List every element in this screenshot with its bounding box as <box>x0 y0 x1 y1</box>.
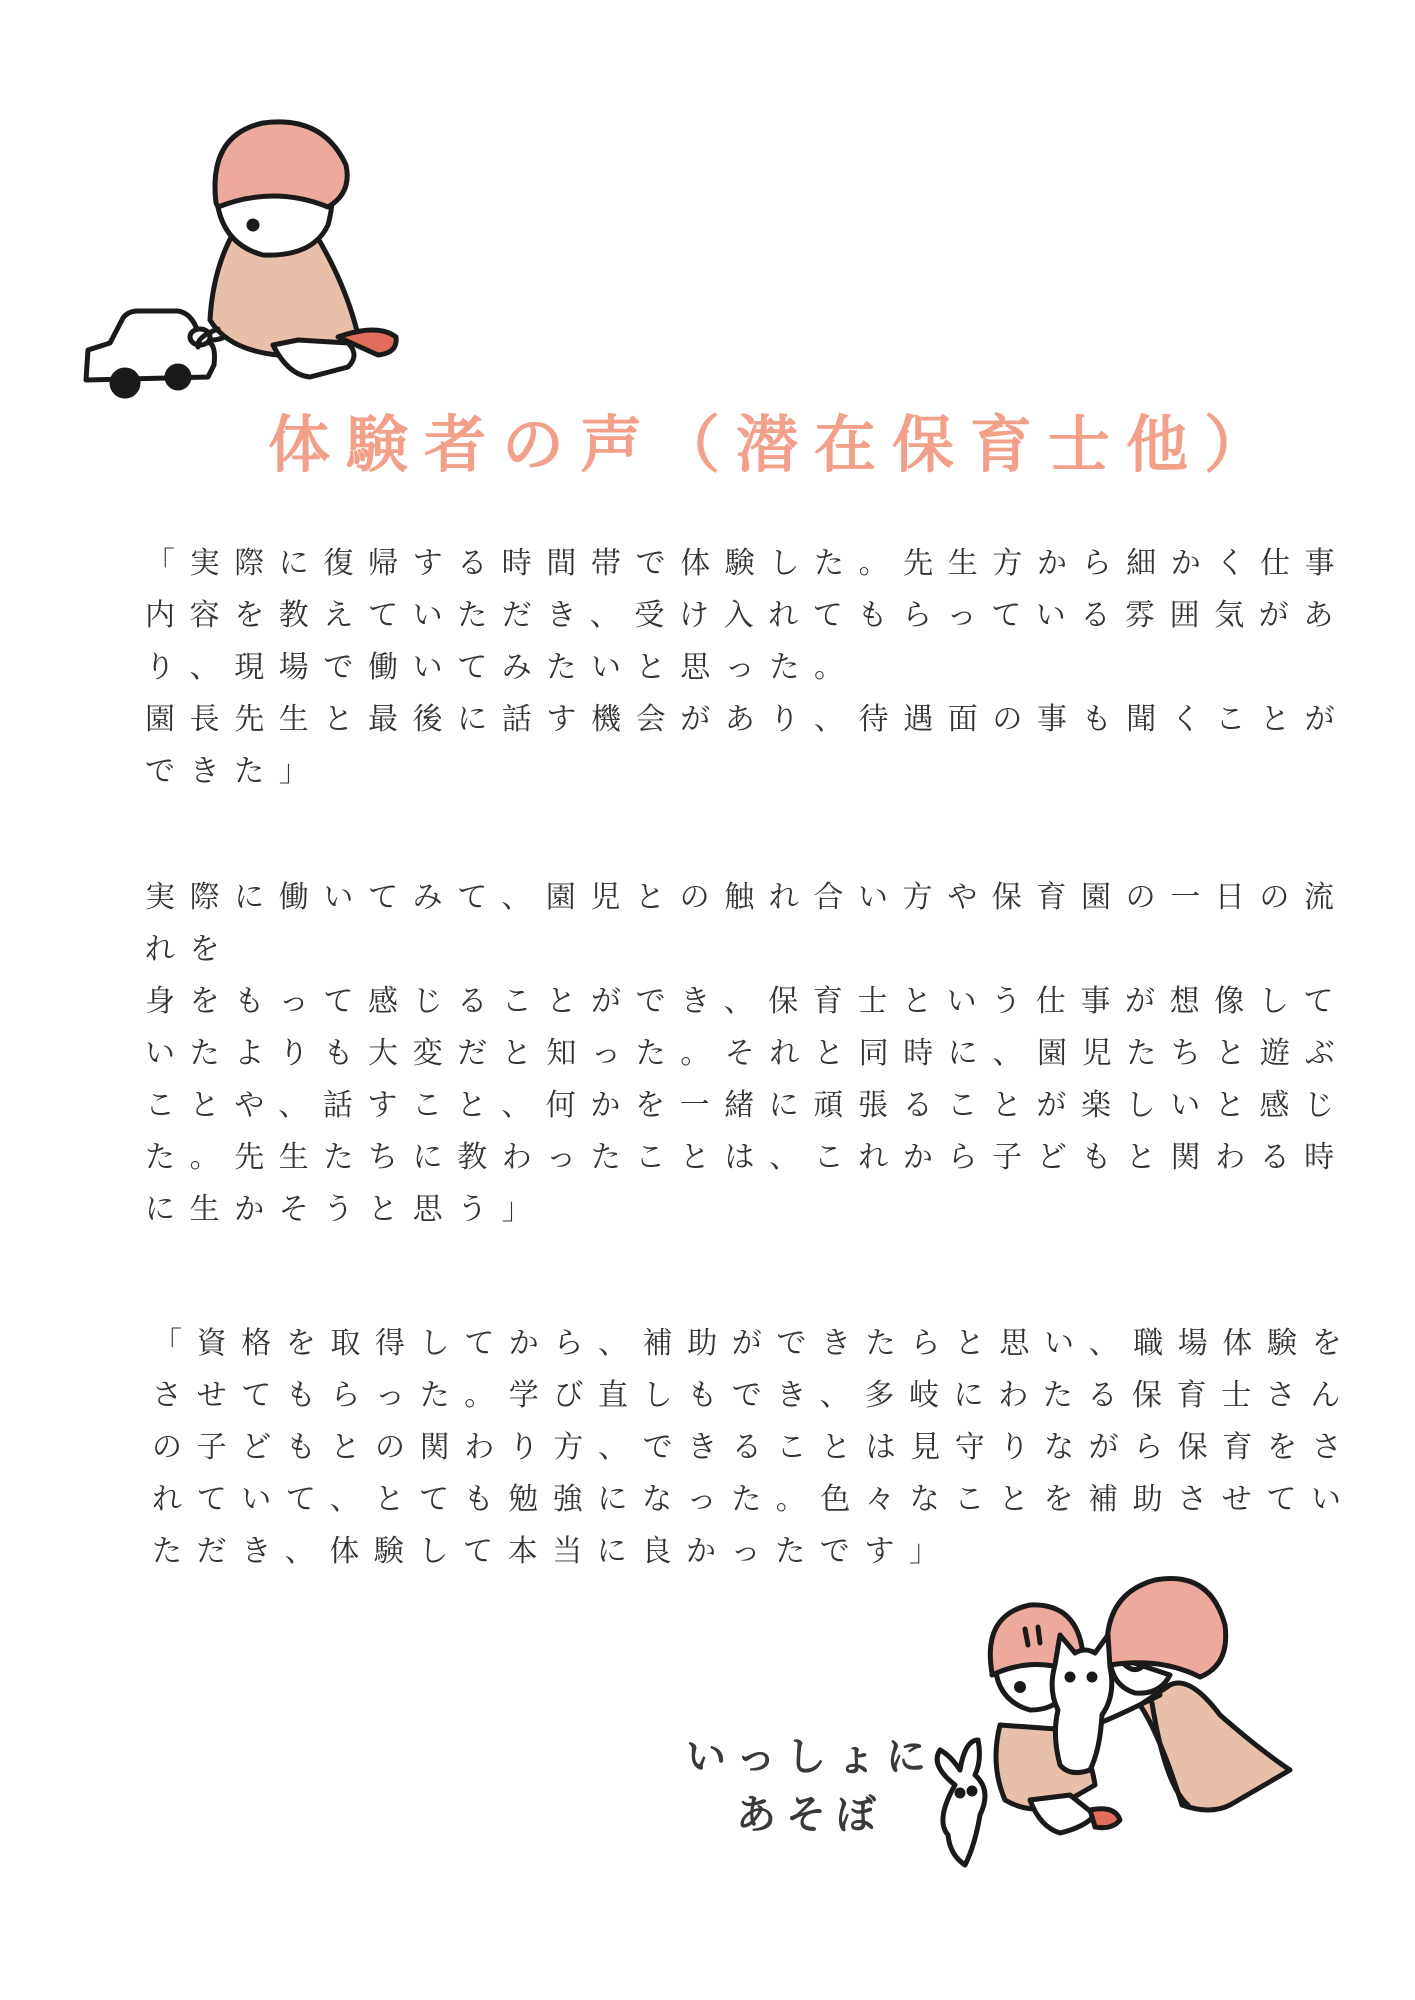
testimonial-line: 実際に働いてみて、園児との触れ合い方や保育園の一日の流 <box>145 880 1349 915</box>
bunny-icon <box>937 1740 985 1865</box>
testimonial-1 <box>145 538 1350 798</box>
tagline-line-2: あそぼ <box>736 1792 886 1838</box>
testimonial-line: いたよりも大変だと知った。それと同時に、園児たちと遊ぶ <box>145 1036 1350 1071</box>
testimonial-line: た。先生たちに教わったことは、これから子どもと関わる時 <box>145 1140 1349 1175</box>
tagline-lets-play <box>686 1728 936 1844</box>
tagline-line-1: いっしょに <box>686 1734 936 1780</box>
testimonial-line: 「実際に復帰する時間帯で体験した。先生方から細かく仕事 <box>145 546 1350 581</box>
testimonial-line: させてもらった。学び直しもでき、多岐にわたる保育士さん <box>152 1378 1355 1413</box>
child-playing-with-toy-car-illustration <box>78 115 418 405</box>
page-title: 体験者の声（潜在保育士他） <box>268 408 1283 481</box>
testimonial-line: り、現場で働いてみたいと思った。 <box>145 650 859 685</box>
testimonial-3 <box>152 1318 1357 1578</box>
testimonial-line: 内容を教えていただき、受け入れてもらっている雰囲気があ <box>145 598 1348 633</box>
testimonial-2 <box>145 872 1350 1236</box>
testimonial-line: ことや、話すこと、何かを一緒に頑張ることが楽しいと感じ <box>145 1088 1349 1123</box>
cat-icon <box>1052 1635 1112 1773</box>
testimonial-line: れていて、とても勉強になった。色々なことを補助させてい <box>152 1482 1356 1517</box>
testimonial-line: 園長先生と最後に話す機会があり、待遇面の事も聞くことが <box>145 702 1350 737</box>
testimonial-line: れを <box>145 932 235 967</box>
testimonial-line: の子どもとの関わり方、できることは見守りながら保育をさ <box>152 1430 1357 1465</box>
teacher-and-children-illustration <box>920 1565 1320 1895</box>
testimonial-line: できた」 <box>145 754 324 789</box>
testimonial-line: に生かそうと思う」 <box>145 1192 547 1227</box>
toy-car-icon <box>86 311 215 396</box>
testimonial-line: ただき、体験して本当に良かったです」 <box>152 1534 954 1569</box>
testimonial-line: 身をもって感じることができ、保育士という仕事が想像して <box>145 984 1348 1019</box>
testimonial-line: 「資格を取得してから、補助ができたらと思い、職場体験を <box>152 1326 1357 1361</box>
